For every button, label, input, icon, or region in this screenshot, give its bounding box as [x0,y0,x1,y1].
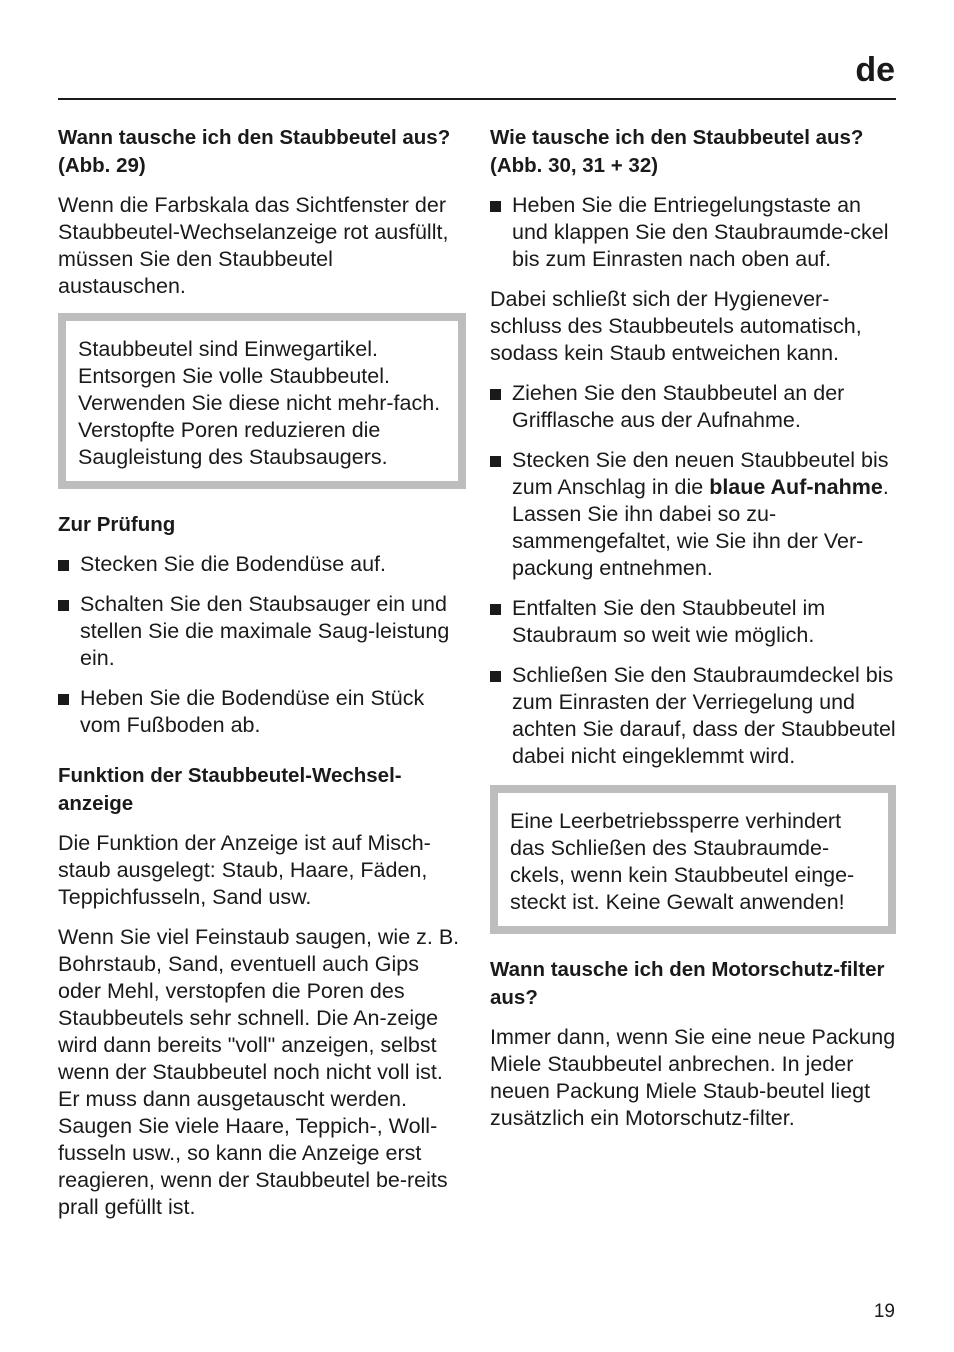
section-title-check: Zur Prüfung [58,513,176,536]
list-item [490,447,896,582]
check-list [58,551,466,739]
language-label: de [855,51,895,89]
header-rule [58,98,896,100]
list-item: Stecken Sie die Bodendüse auf. [58,551,466,578]
note-text: Staubbeutel sind Einwegartikel. Entsorgen Sie volle Staubbeutel. Verwenden Sie diese nicht mehr-fach. Verstopfte Poren reduzieren die Saugleistung des Staubsaugers. [78,337,441,469]
left-column [58,124,466,1234]
section-title-how-to-replace: Wie tausche ich den Staubbeutel aus? (Abb. 30, 31 + 32) [490,126,864,177]
item-text: . Lassen Sie ihn dabei so zu-sammengefaltet, wie Sie ihn der Ver-packung entnehmen. [512,475,889,580]
paragraph: Wenn Sie viel Feinstaub saugen, wie z. B. Bohrstaub, Sand, eventuell auch Gips oder Mehl, verstopfen die Poren des Staubbeutels sehr schnell. Die An-zeige wird dann bereits "voll" anzeigen, selbst wenn der Staubbeutel noch nicht voll ist. Er muss dann ausgetauscht werden. [58,925,460,1111]
item-text-bold: blaue Auf-nahme [709,475,883,499]
note-box [490,785,896,934]
paragraph: Dabei schließt sich der Hygienever-schluss des Staubbeutels automatisch, sodass kein Staub entweichen kann. [490,287,862,365]
list-item: Heben Sie die Bodendüse ein Stück vom Fußboden ab. [58,685,466,739]
steps-list-2 [490,380,896,770]
note-box [58,313,466,489]
paragraph: Saugen Sie viele Haare, Teppich-, Woll-fusseln usw., so kann die Anzeige erst reagieren, wenn der Staubbeutel be-reits prall gefüllt ist. [58,1114,448,1219]
right-column [490,124,896,1145]
paragraph: Immer dann, wenn Sie eine neue Packung Miele Staubbeutel anbrechen. In jeder neuen Packung Miele Staub-beutel liegt zusätzlich ein Motorschutz-filter. [490,1025,896,1130]
item-text: Stecken Sie den neuen Staubbeutel bis zum Anschlag in die [512,448,889,499]
steps-list-1 [490,192,896,273]
list-item: Entfalten Sie den Staubbeutel im Staubraum so weit wie möglich. [490,595,896,649]
section-title-function: Funktion der Staubbeutel-Wechsel-anzeige [58,764,402,815]
section-title-replace-when: Wann tausche ich den Staubbeutel aus? (Abb. 29) [58,126,451,177]
list-item: Schalten Sie den Staubsauger ein und stellen Sie die maximale Saug-leistung ein. [58,591,466,672]
page-number: 19 [873,1301,895,1322]
paragraph: Die Funktion der Anzeige ist auf Misch-staub ausgelegt: Staub, Haare, Fäden, Teppichfusseln, Sand usw. [58,831,431,909]
list-item: Schließen Sie den Staubraumdeckel bis zum Einrasten der Verriegelung und achten Sie darauf, dass der Staubbeutel dabei nicht eingeklemmt wird. [490,662,896,770]
paragraph: Wenn die Farbskala das Sichtfenster der Staubbeutel-Wechselanzeige rot ausfüllt, müssen Sie den Staubbeutel austauschen. [58,193,449,298]
list-item: Heben Sie die Entriegelungstaste an und klappen Sie den Staubraumde-ckel bis zum Einrasten nach oben auf. [490,192,896,273]
note-text: Eine Leerbetriebssperre verhindert das Schließen des Staubraumde-ckels, wenn kein Staubbeutel einge-steckt ist. Keine Gewalt anwenden! [510,809,855,914]
section-title-motor-filter: Wann tausche ich den Motorschutz-filter aus? [490,958,885,1009]
list-item: Ziehen Sie den Staubbeutel an der Grifflasche aus der Aufnahme. [490,380,896,434]
